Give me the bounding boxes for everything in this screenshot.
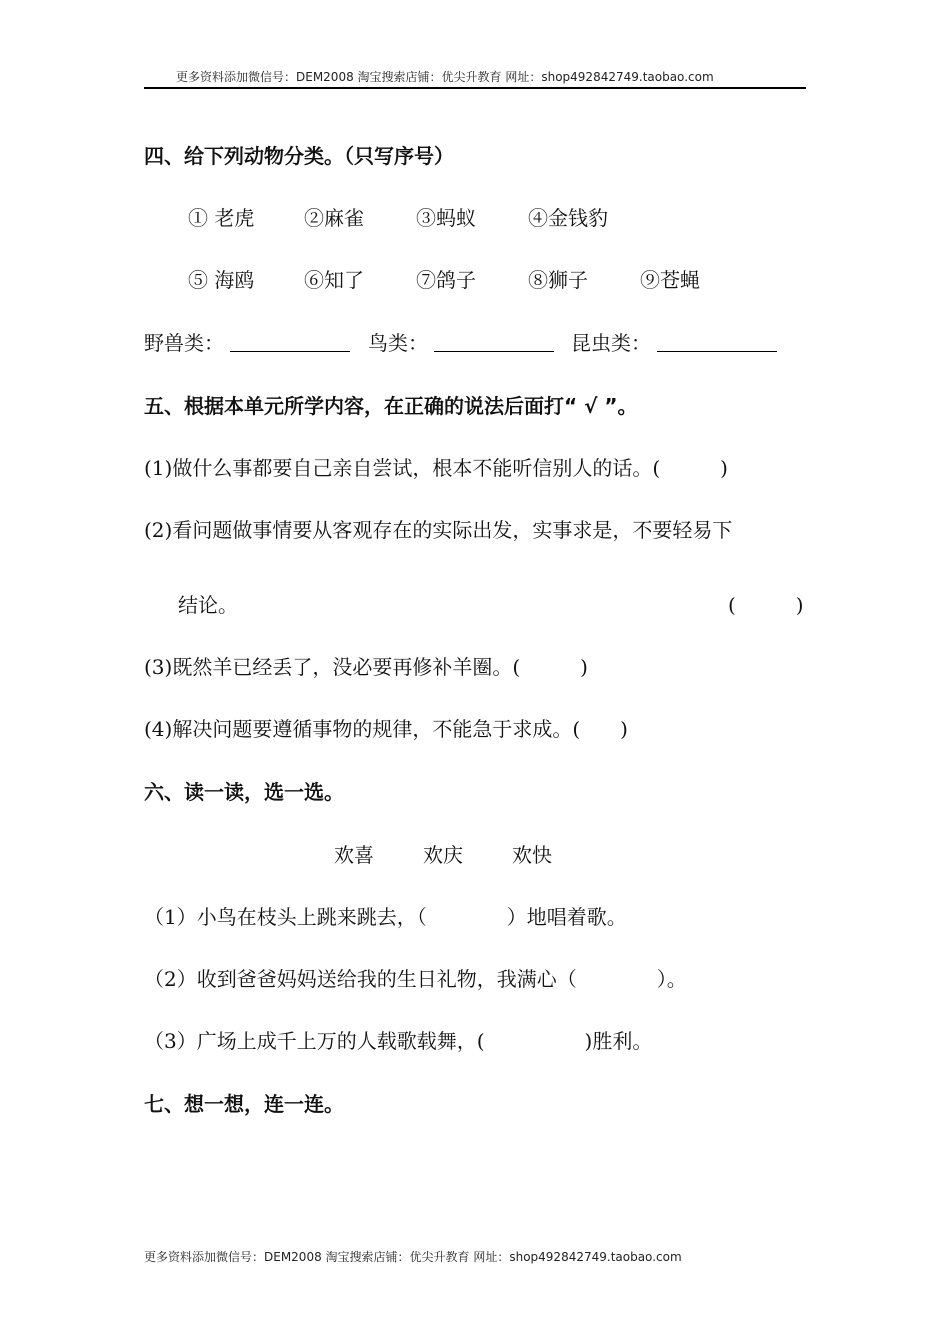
page-footer: 更多资料添加微信号：DEM2008 淘宝搜索店铺：优尖升教育 网址：shop492842749.taobao.com xyxy=(144,1250,682,1264)
page-header: 更多资料添加微信号：DEM2008 淘宝搜索店铺：优尖升教育 网址：shop492842749.taobao.com xyxy=(176,70,714,84)
section5-q3: (3)既然羊已经丢了，没必要再修补羊圈。( ) xyxy=(144,655,588,679)
word-2: 欢庆 xyxy=(423,843,463,867)
category-insect-blank[interactable] xyxy=(657,333,777,352)
header-rule xyxy=(144,87,806,89)
word-3: 欢快 xyxy=(512,843,552,867)
word-1: 欢喜 xyxy=(334,843,374,867)
section5-q2-line1: (2)看问题做事情要从客观存在的实际出发，实事求是，不要轻易下 xyxy=(144,518,733,542)
section6-q2: （2）收到爸爸妈妈送给我的生日礼物，我满心（ ）。 xyxy=(144,967,687,991)
category-wild xyxy=(144,327,350,356)
animal-7: ⑦鸽子 xyxy=(416,268,476,292)
section6-q3: （3）广场上成千上万的人载歌载舞，( )胜利。 xyxy=(144,1029,653,1053)
animal-8: ⑧狮子 xyxy=(528,268,588,292)
animal-4: ④金钱豹 xyxy=(528,206,608,230)
animal-1: ① 老虎 xyxy=(188,206,255,230)
category-bird xyxy=(368,327,554,356)
section5-q4: (4)解决问题要遵循事物的规律，不能急于求成。( ) xyxy=(144,717,628,741)
category-insect xyxy=(571,327,777,356)
animal-9: ⑨苍蝇 xyxy=(640,268,700,292)
animal-3: ③蚂蚁 xyxy=(416,206,476,230)
section5-q2-line2: 结论。 xyxy=(178,593,238,617)
section4-title: 四、给下列动物分类。（只写序号） xyxy=(144,144,454,168)
category-insect-label: 昆虫类： xyxy=(571,331,651,355)
section5-title-text: 五、根据本单元所学内容，在正确的说法后面打“ √ ”。 xyxy=(144,394,638,418)
category-wild-label: 野兽类： xyxy=(144,331,224,355)
section6-title: 六、读一读，选一选。 xyxy=(144,780,344,804)
animal-5: ⑤ 海鸥 xyxy=(188,268,255,292)
category-bird-label: 鸟类： xyxy=(368,331,428,355)
animal-2: ②麻雀 xyxy=(304,206,364,230)
animal-6: ⑥知了 xyxy=(304,268,364,292)
section5-q1: (1)做什么事都要自己亲自尝试，根本不能听信别人的话。( ) xyxy=(144,456,728,480)
section5-q2-paren[interactable]: ( ) xyxy=(728,593,804,617)
category-wild-blank[interactable] xyxy=(230,333,350,352)
section7-title: 七、想一想，连一连。 xyxy=(144,1092,344,1116)
category-bird-blank[interactable] xyxy=(434,333,554,352)
section6-q1: （1）小鸟在枝头上跳来跳去，（ ）地唱着歌。 xyxy=(144,905,627,929)
section5-title xyxy=(144,390,638,419)
